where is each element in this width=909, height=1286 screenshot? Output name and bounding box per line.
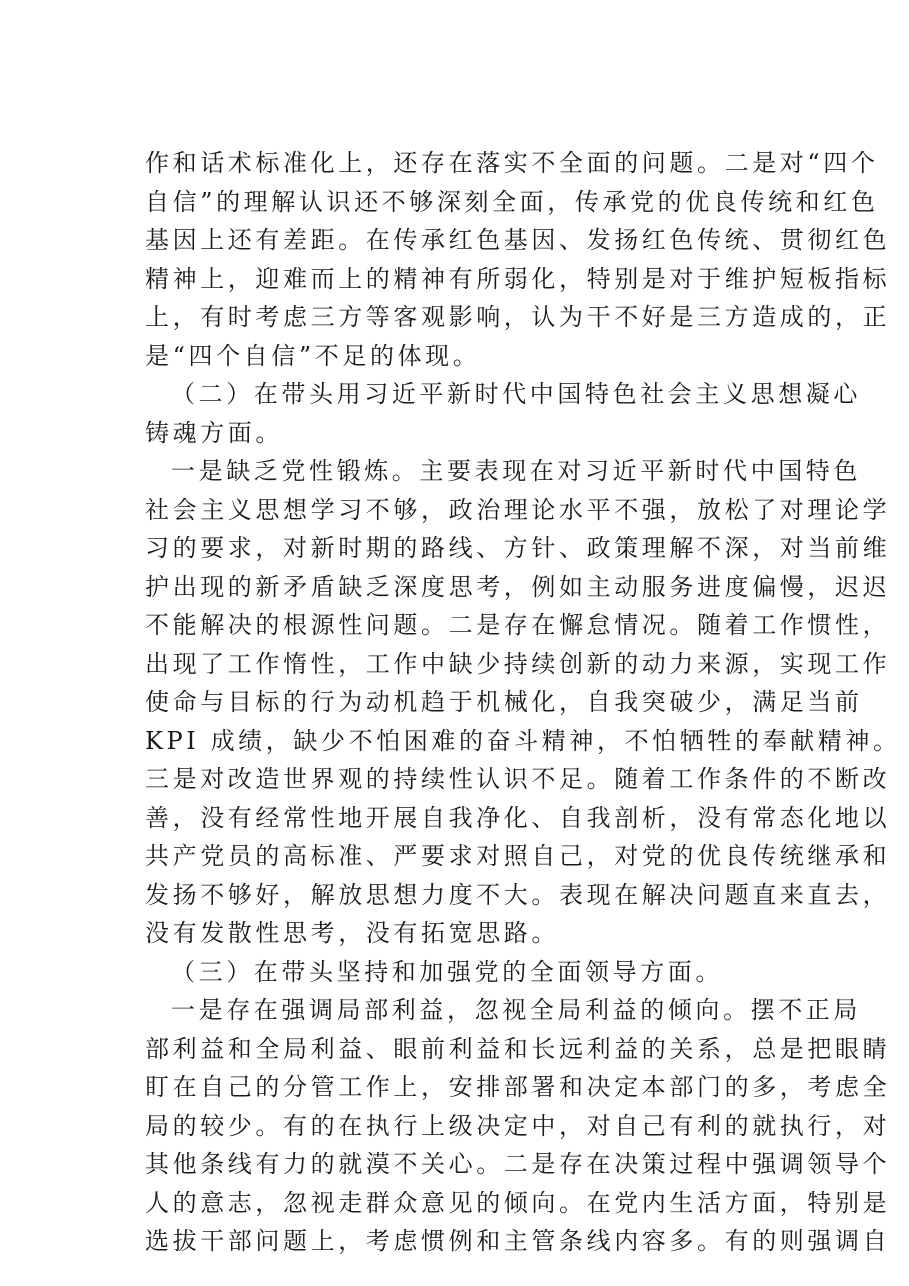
text-line: 人的意志，忽视走群众意见的倾向。在党内生活方面，特别是 — [145, 1188, 891, 1217]
section-heading-continued: 铸魂方面。 — [145, 418, 283, 447]
text-line: 盯在自己的分管工作上，安排部署和决定本部门的多，考虑全 — [145, 1073, 891, 1101]
document-body — [145, 144, 901, 1261]
text-line: 一是缺乏党性锻炼。主要表现在对习近平新时代中国特色 — [171, 457, 861, 485]
text-line: 使命与目标的行为动机趋于机械化，自我突破少，满足当前 — [145, 688, 863, 716]
text-line: 部利益和全局利益、眼前利益和长远利益的关系，总是把眼睛 — [145, 1034, 891, 1063]
text-line: 护出现的新矛盾缺乏深度思考，例如主动服务进度偏慢，迟迟 — [145, 572, 891, 601]
text-line: 作和话术标准化上，还存在落实不全面的问题。二是对“四个 — [145, 149, 879, 177]
text-line: 三是对改造世界观的持续性认识不足。随着工作条件的不断改 — [145, 765, 891, 793]
text-line: KPI 成绩，缺少不怕困难的奋斗精神，不怕牺牲的奉献精神。 — [145, 726, 901, 755]
text-line: 选拔干部问题上，考虑惯例和主管条线内容多。有的则强调自 — [145, 1227, 891, 1255]
text-line: 一是存在强调局部利益，忽视全局利益的倾向。摆不正局 — [171, 996, 861, 1024]
text-line: 善，没有经常性地开展自我净化、自我剖析，没有常态化地以 — [145, 803, 891, 832]
section-heading: （二）在带头用习近平新时代中国特色社会主义思想凝心 — [171, 380, 861, 408]
text-line: 精神上，迎难而上的精神有所弱化，特别是对于维护短板指标 — [145, 264, 891, 293]
text-line: 其他条线有力的就漠不关心。二是存在决策过程中强调领导个 — [145, 1150, 891, 1178]
text-line: 习的要求，对新时期的路线、方针、政策理解不深，对当前维 — [145, 534, 891, 562]
text-line: 发扬不够好，解放思想力度不大。表现在解决问题直来直去， — [145, 880, 891, 909]
text-line: 不能解决的根源性问题。二是存在懈怠情况。随着工作惯性， — [145, 611, 891, 639]
text-line: 共产党员的高标准、严要求对照自己，对党的优良传统继承和 — [145, 842, 891, 870]
text-line: 局的较少。有的在执行上级决定中，对自己有利的就执行，对 — [145, 1111, 891, 1140]
text-line: 基因上还有差距。在传承红色基因、发扬红色传统、贯彻红色 — [145, 226, 891, 254]
text-line: 出现了工作惰性，工作中缺少持续创新的动力来源，实现工作 — [145, 649, 891, 678]
text-line: 自信”的理解认识还不够深刻全面，传承党的优良传统和红色 — [145, 187, 879, 216]
text-line: 上，有时考虑三方等客观影响，认为干不好是三方造成的，正 — [145, 303, 891, 331]
section-heading: （三）在带头坚持和加强党的全面领导方面。 — [171, 957, 723, 986]
text-line: 没有发散性思考，没有拓宽思路。 — [145, 919, 559, 947]
text-line: 社会主义思想学习不够，政治理论水平不强，放松了对理论学 — [145, 495, 891, 524]
text-line: 是“四个自信”不足的体现。 — [145, 341, 481, 370]
